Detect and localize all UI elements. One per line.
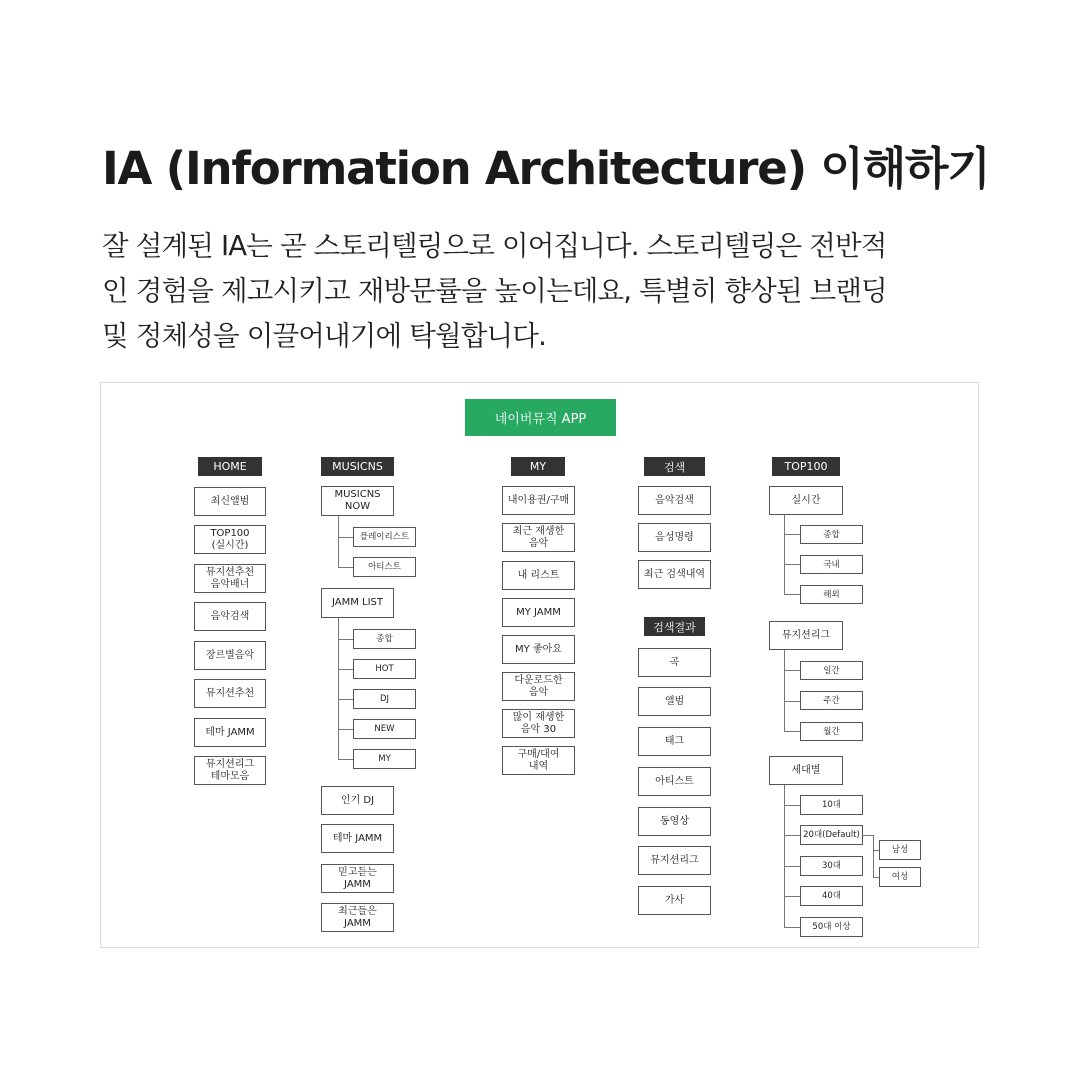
connector	[784, 866, 800, 867]
connector	[784, 534, 800, 535]
musicns-item: 인기 DJ	[321, 786, 394, 815]
ia-diagram	[100, 382, 979, 948]
musicns-item: 테마 JAMM	[321, 824, 394, 853]
connector	[784, 670, 800, 671]
description-line-2: 인 경험을 제고시키고 재방문률을 높이는데요, 특별히 향상된 브랜딩	[102, 275, 887, 307]
connector	[784, 927, 800, 928]
connector	[338, 729, 353, 730]
home-item: 장르별음악	[194, 641, 266, 670]
connector	[338, 516, 339, 568]
top100-header: TOP100	[772, 457, 840, 476]
top100-generation-child: 10대	[800, 795, 863, 815]
top100-league-child: 월간	[800, 722, 863, 741]
home-item: 최신앨범	[194, 487, 266, 516]
search-result-item: 가사	[638, 886, 711, 915]
musicns-item: 믿고듣는 JAMM	[321, 864, 394, 893]
top100-generation-child: 40대	[800, 886, 863, 906]
connector	[338, 537, 353, 538]
search-item: 음성명령	[638, 523, 711, 552]
home-item: 테마 JAMM	[194, 718, 266, 747]
musicns-now-child: 아티스트	[353, 557, 416, 577]
my-item: 구매/대여 내역	[502, 746, 575, 775]
search-result-item: 태그	[638, 727, 711, 756]
home-item: 뮤지션리그 테마모음	[194, 756, 266, 785]
connector	[784, 594, 800, 595]
musicns-jamm-child: NEW	[353, 719, 416, 739]
description	[102, 224, 1002, 359]
my-item: 다운로드한 음악	[502, 672, 575, 701]
my-item: MY 좋아요	[502, 635, 575, 664]
home-item: 뮤지션추천 음악배너	[194, 564, 266, 593]
connector	[784, 805, 800, 806]
top100-realtime-child: 해외	[800, 585, 863, 604]
search-header: 검색	[644, 457, 705, 476]
connector	[338, 759, 353, 760]
connector	[338, 567, 353, 568]
musicns-jamm-list: JAMM LIST	[321, 588, 394, 618]
my-header: MY	[511, 457, 565, 476]
connector	[784, 731, 800, 732]
connector	[338, 639, 353, 640]
home-item: 음악검색	[194, 602, 266, 631]
top100-realtime-child: 국내	[800, 555, 863, 574]
my-item: 많이 재생한 음악 30	[502, 709, 575, 738]
gender-male: 남성	[879, 840, 921, 860]
gender-female: 여성	[879, 867, 921, 887]
root-node: 네이버뮤직 APP	[465, 399, 616, 436]
connector	[784, 650, 785, 732]
my-item: 내 리스트	[502, 561, 575, 590]
my-item: 내이용권/구매	[502, 486, 575, 515]
musicns-now: MUSICNS NOW	[321, 486, 394, 516]
description-line-3: 및 정체성을 이끌어내기에 탁월합니다.	[102, 320, 547, 352]
connector	[873, 835, 874, 878]
search-item: 최근 검색내역	[638, 560, 711, 589]
home-item: TOP100 (실시간)	[194, 525, 266, 554]
description-line-1: 잘 설계된 IA는 곧 스토리텔링으로 이어집니다. 스토리텔링은 전반적	[102, 230, 887, 262]
home-item: 뮤지션추천	[194, 679, 266, 708]
musicns-header: MUSICNS	[321, 457, 394, 476]
top100-league-child: 일간	[800, 661, 863, 680]
top100-generation-child: 30대	[800, 856, 863, 876]
connector	[338, 699, 353, 700]
connector	[784, 701, 800, 702]
search-result-item: 뮤지션리그	[638, 846, 711, 875]
musicns-jamm-child: HOT	[353, 659, 416, 679]
top100-realtime-child: 종합	[800, 525, 863, 544]
connector	[784, 835, 800, 836]
connector	[863, 835, 873, 836]
musicns-jamm-child: DJ	[353, 689, 416, 709]
search-result-item: 앨범	[638, 687, 711, 716]
top100-league-child: 주간	[800, 691, 863, 710]
connector	[784, 564, 800, 565]
search-result-item: 아티스트	[638, 767, 711, 796]
top100-league: 뮤지션리그	[769, 621, 843, 650]
top100-realtime: 실시간	[769, 486, 843, 515]
top100-generation-child: 20대(Default)	[800, 825, 863, 845]
musicns-item: 최근들은 JAMM	[321, 903, 394, 932]
connector	[784, 896, 800, 897]
connector	[338, 669, 353, 670]
top100-generation-child: 50대 이상	[800, 917, 863, 937]
connector	[784, 785, 785, 928]
musicns-now-child: 플레이리스트	[353, 527, 416, 547]
top100-generation: 세대별	[769, 756, 843, 785]
home-header: HOME	[198, 457, 262, 476]
search-result-item: 곡	[638, 648, 711, 677]
my-item: MY JAMM	[502, 598, 575, 627]
musicns-jamm-child: 종합	[353, 629, 416, 649]
search-item: 음악검색	[638, 486, 711, 515]
my-item: 최근 재생한 음악	[502, 523, 575, 552]
search-result-item: 동영상	[638, 807, 711, 836]
musicns-jamm-child: MY	[353, 749, 416, 769]
search-result-header: 검색결과	[644, 617, 705, 636]
connector	[784, 515, 785, 595]
page-title: IA (Information Architecture) 이해하기	[102, 142, 990, 195]
